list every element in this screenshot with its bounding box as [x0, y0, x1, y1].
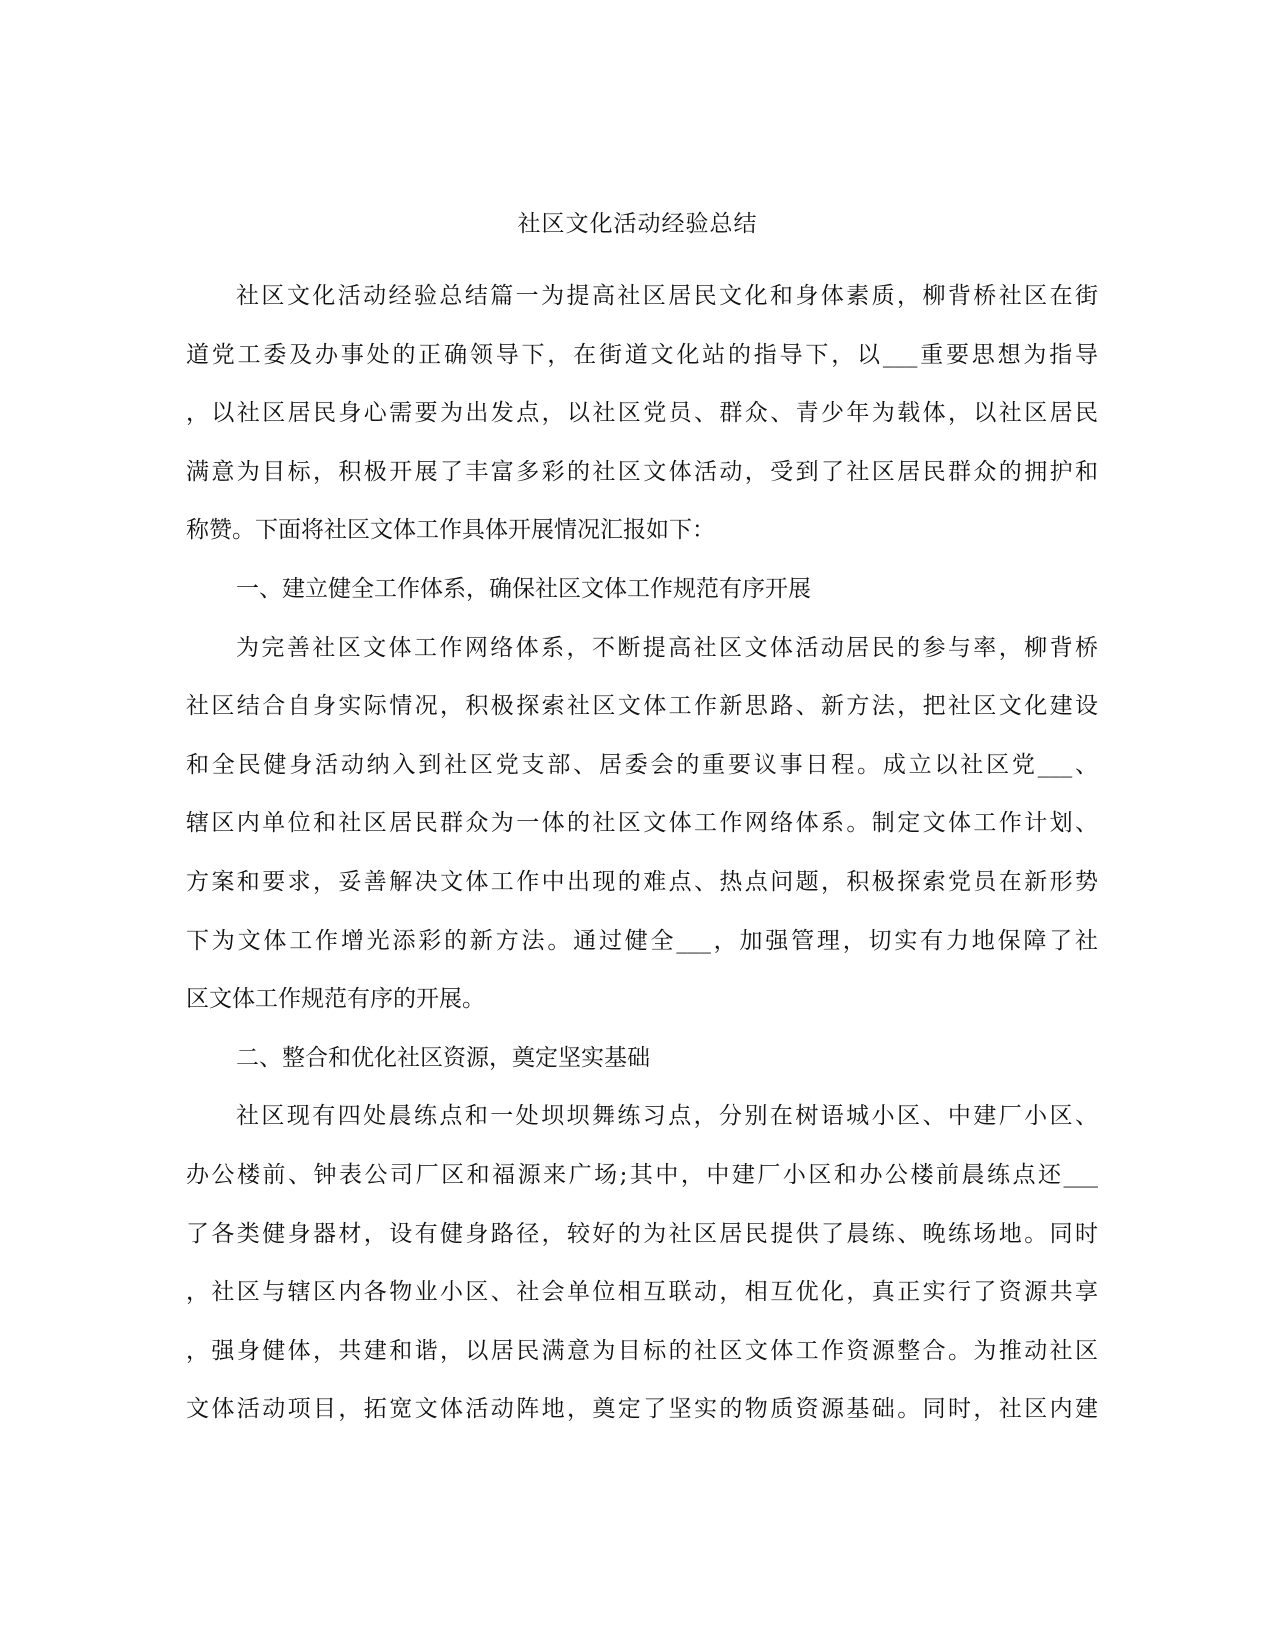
- text-line: 文体活动项目，拓宽文体活动阵地，奠定了坚实的物质资源基础。同时，社区内建: [186, 1396, 1098, 1423]
- text-line: 二、整合和优化社区资源，奠定坚实基础: [236, 1044, 650, 1071]
- text-line: 辖区内单位和社区居民群众为一体的社区文体工作网络体系。制定文体工作计划、: [186, 810, 1098, 837]
- text-line: 社区结合自身实际情况，积极探索社区文体工作新思路、新方法，把社区文化建设: [186, 693, 1098, 720]
- text-line: ，以社区居民身心需要为出发点，以社区党员、群众、青少年为载体，以社区居民: [186, 400, 1098, 427]
- text-line: 和全民健身活动纳入到社区党支部、居委会的重要议事日程。成立以社区党___、: [186, 751, 1098, 778]
- text-line: ，强身健体，共建和谐，以居民满意为目标的社区文体工作资源整合。为推动社区: [186, 1337, 1098, 1364]
- text-line: ，社区与辖区内各物业小区、社会单位相互联动，相互优化，真正实行了资源共享: [186, 1279, 1098, 1306]
- text-line: 方案和要求，妥善解决文体工作中出现的难点、热点问题，积极探索党员在新形势: [186, 868, 1098, 895]
- text-line: 区文体工作规范有序的开展。: [186, 986, 485, 1013]
- text-line: 了各类健身器材，设有健身路径，较好的为社区居民提供了晨练、晚练场地。同时: [186, 1220, 1098, 1247]
- document-body: [186, 276, 1098, 1448]
- text-line: 满意为目标，积极开展了丰富多彩的社区文体活动，受到了社区居民群众的拥护和: [186, 458, 1098, 485]
- text-line: 称赞。下面将社区文体工作具体开展情况汇报如下：: [186, 517, 715, 544]
- document-title: 社区文化活动经验总结: [517, 211, 758, 237]
- text-line: 为完善社区文体工作网络体系，不断提高社区文体活动居民的参与率，柳背桥: [236, 634, 1098, 661]
- text-line: 办公楼前、钟表公司厂区和福源来广场;其中，中建厂小区和办公楼前晨练点还___: [186, 1161, 1098, 1188]
- text-line: 社区文化活动经验总结篇一为提高社区居民文化和身体素质，柳背桥社区在街: [236, 283, 1098, 309]
- text-line: 社区现有四处晨练点和一处坝坝舞练习点，分别在树语城小区、中建厂小区、: [236, 1103, 1098, 1130]
- text-line: 道党工委及办事处的正确领导下，在街道文化站的指导下，以___重要思想为指导: [186, 341, 1098, 368]
- text-line: 下为文体工作增光添彩的新方法。通过健全___，加强管理，切实有力地保障了社: [186, 927, 1098, 954]
- text-line: 一、建立健全工作体系，确保社区文体工作规范有序开展: [236, 575, 811, 602]
